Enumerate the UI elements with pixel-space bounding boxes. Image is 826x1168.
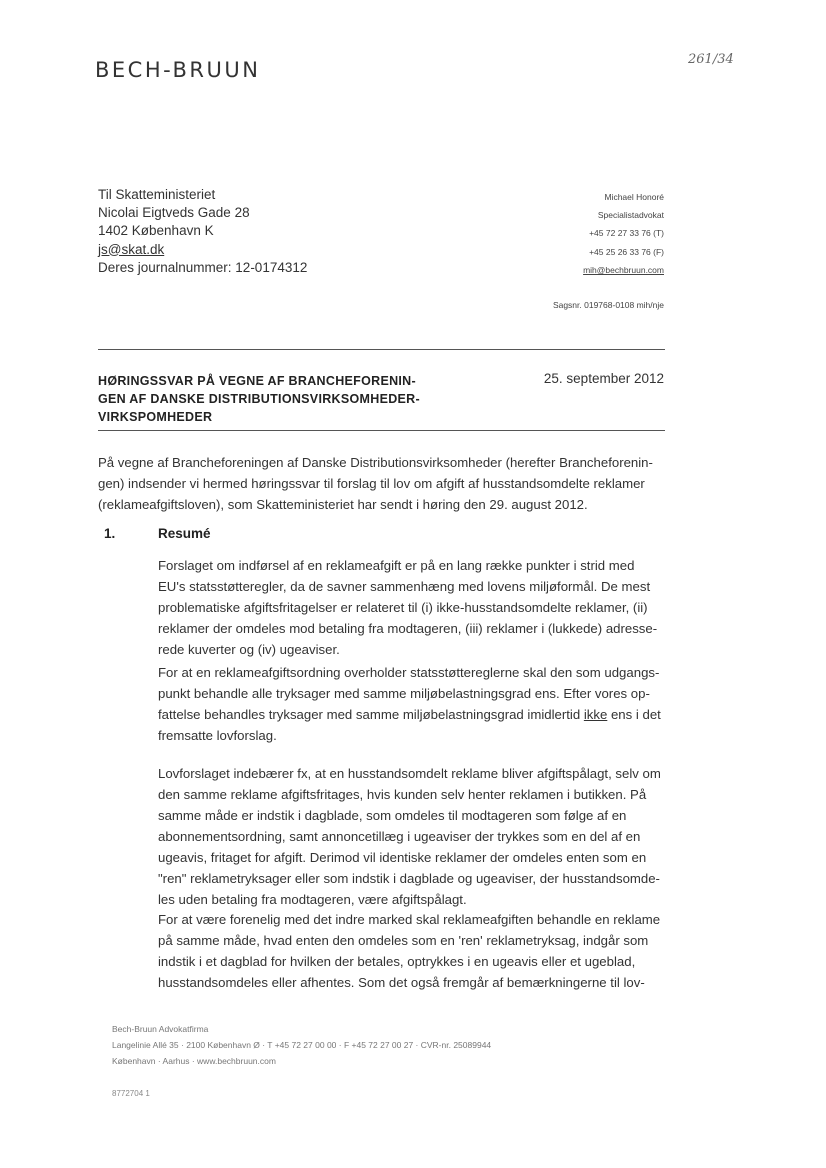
text-line: (reklameafgiftsloven), som Skatteministeriet har sendt i høring den 29. august 2012. <box>98 497 588 512</box>
footer-line: Langelinie Allé 35 · 2100 København Ø · T +45 72 27 00 00 · F +45 72 27 00 27 · CVR-nr. 25089944 <box>112 1040 492 1050</box>
paragraph-2 <box>158 662 668 746</box>
text-line: ugeavis, fritaget for afgift. Derimod vil identiske reklamer der omdeles enten som en <box>158 850 647 865</box>
sender-title: Specialistadvokat <box>597 210 664 221</box>
section-title: Resumé <box>158 526 211 541</box>
footer-line: København · Aarhus · www.bechbruun.com <box>112 1056 276 1066</box>
text-line: rede kuverter og (iv) ugeaviser. <box>158 642 340 657</box>
text-line: Lovforslaget indebærer fx, at en husstandsomdelt reklame bliver afgiftspålagt, selv om <box>158 766 661 781</box>
paragraph-4 <box>158 909 668 993</box>
paragraph-1 <box>158 555 668 660</box>
sender-contact-block <box>583 188 664 279</box>
text-line: reklamer der omdeles mod betaling fra modtageren, (iii) reklamer i (lukkede) adresse- <box>158 621 658 636</box>
text-line: indstik i et dagblad for hvilken der betales, optrykkes i en ugeavis eller et ugeblad, <box>158 954 636 969</box>
subject-line: HØRINGSSVAR PÅ VEGNE AF BRANCHEFORENIN- <box>98 374 416 388</box>
sender-name: Michael Honoré <box>604 192 664 202</box>
recipient-line: 1402 København K <box>98 223 214 239</box>
recipient-address-block <box>98 186 307 277</box>
text-line: den samme reklame afgiftsfritages, hvis kunden selv henter reklamen i butikken. På <box>158 787 647 802</box>
text-line: samme måde er indstik i dagblade, som omdeles til modtageren som følge af en <box>158 808 627 823</box>
section-number: 1. <box>104 526 116 541</box>
text-line: For at en reklameafgiftsordning overholder statsstøttereglerne skal den som udgangs- <box>158 665 660 680</box>
sender-fax: +45 25 26 33 76 (F) <box>589 246 664 257</box>
text-line: fremsatte lovforslag. <box>158 728 277 743</box>
text-line: på samme måde, hvad enten den omdeles som en 'ren' reklametryksag, indgår som <box>158 933 649 948</box>
intro-paragraph <box>98 452 668 515</box>
text-line: husstandsomdeles eller afhentes. Som det også fremgår af bemærkningerne til lov- <box>158 975 645 990</box>
divider <box>98 430 665 431</box>
recipient-line: Til Skatteministeriet <box>98 187 216 202</box>
sender-email-link[interactable]: mih@bechbruun.com <box>583 264 664 275</box>
document-id: 8772704 1 <box>112 1089 150 1098</box>
footer-line: Bech-Bruun Advokatfirma <box>112 1024 209 1034</box>
letter-date: 25. september 2012 <box>543 371 664 386</box>
text-span: ens i det <box>607 707 661 722</box>
handwritten-note: 261/34 <box>688 52 734 67</box>
letterhead-footer <box>112 1021 491 1069</box>
text-line: På vegne af Brancheforeningen af Danske Distributionsvirksomheder (herefter Brancheforenin- <box>98 455 653 470</box>
sender-phone: +45 72 27 33 76 (T) <box>589 228 664 239</box>
text-span: fattelse behandles tryksager med samme miljøbelastningsgrad imidlertid <box>158 707 584 722</box>
recipient-line: Nicolai Eigtveds Gade 28 <box>98 205 250 221</box>
letter-subject <box>98 372 458 426</box>
text-line: EU's statsstøtteregler, da de savner sammenhæng med lovens miljøformål. De mest <box>158 579 651 594</box>
text-line: For at være forenelig med det indre marked skal reklameafgiften behandle en reklame <box>158 912 661 927</box>
text-line: punkt behandle alle tryksager med samme miljøbelastningsgrad ens. Efter vores op- <box>158 686 650 701</box>
subject-line: GEN AF DANSKE DISTRIBUTIONSVIRKSOMHEDER- <box>98 392 420 406</box>
company-logo: BECH-BRUUN <box>95 58 261 82</box>
text-line: Forslaget om indførsel af en reklameafgift er på en lang række punkter i strid med <box>158 558 635 573</box>
case-number: Sagsnr. 019768-0108 mih/nje <box>552 300 664 310</box>
text-line: "ren" reklametryksager eller som indstik i dagblade og ugeaviser, der husstandsomde- <box>158 871 660 886</box>
recipient-email-link[interactable]: js@skat.dk <box>98 241 165 257</box>
emphasis-underline: ikke <box>583 707 608 722</box>
divider <box>98 349 665 350</box>
text-line: abonnementsordning, samt annoncetillæg i ugeaviser der trykkes som en del af en <box>158 829 641 844</box>
text-line: les uden betaling fra modtageren, være afgiftspålagt. <box>158 892 467 907</box>
recipient-line: Deres journalnummer: 12-0174312 <box>98 259 308 275</box>
text-line <box>158 704 668 725</box>
text-line: gen) indsender vi hermed høringssvar til forslag til lov om afgift af husstandsomdelte reklamer <box>98 476 645 491</box>
text-line: problematiske afgiftsfritagelser er relateret til (i) ikke-husstandsomdelte reklamer, (ii) <box>158 600 648 615</box>
paragraph-3 <box>158 763 668 910</box>
subject-line: VIRKSPOMHEDER <box>98 410 213 424</box>
